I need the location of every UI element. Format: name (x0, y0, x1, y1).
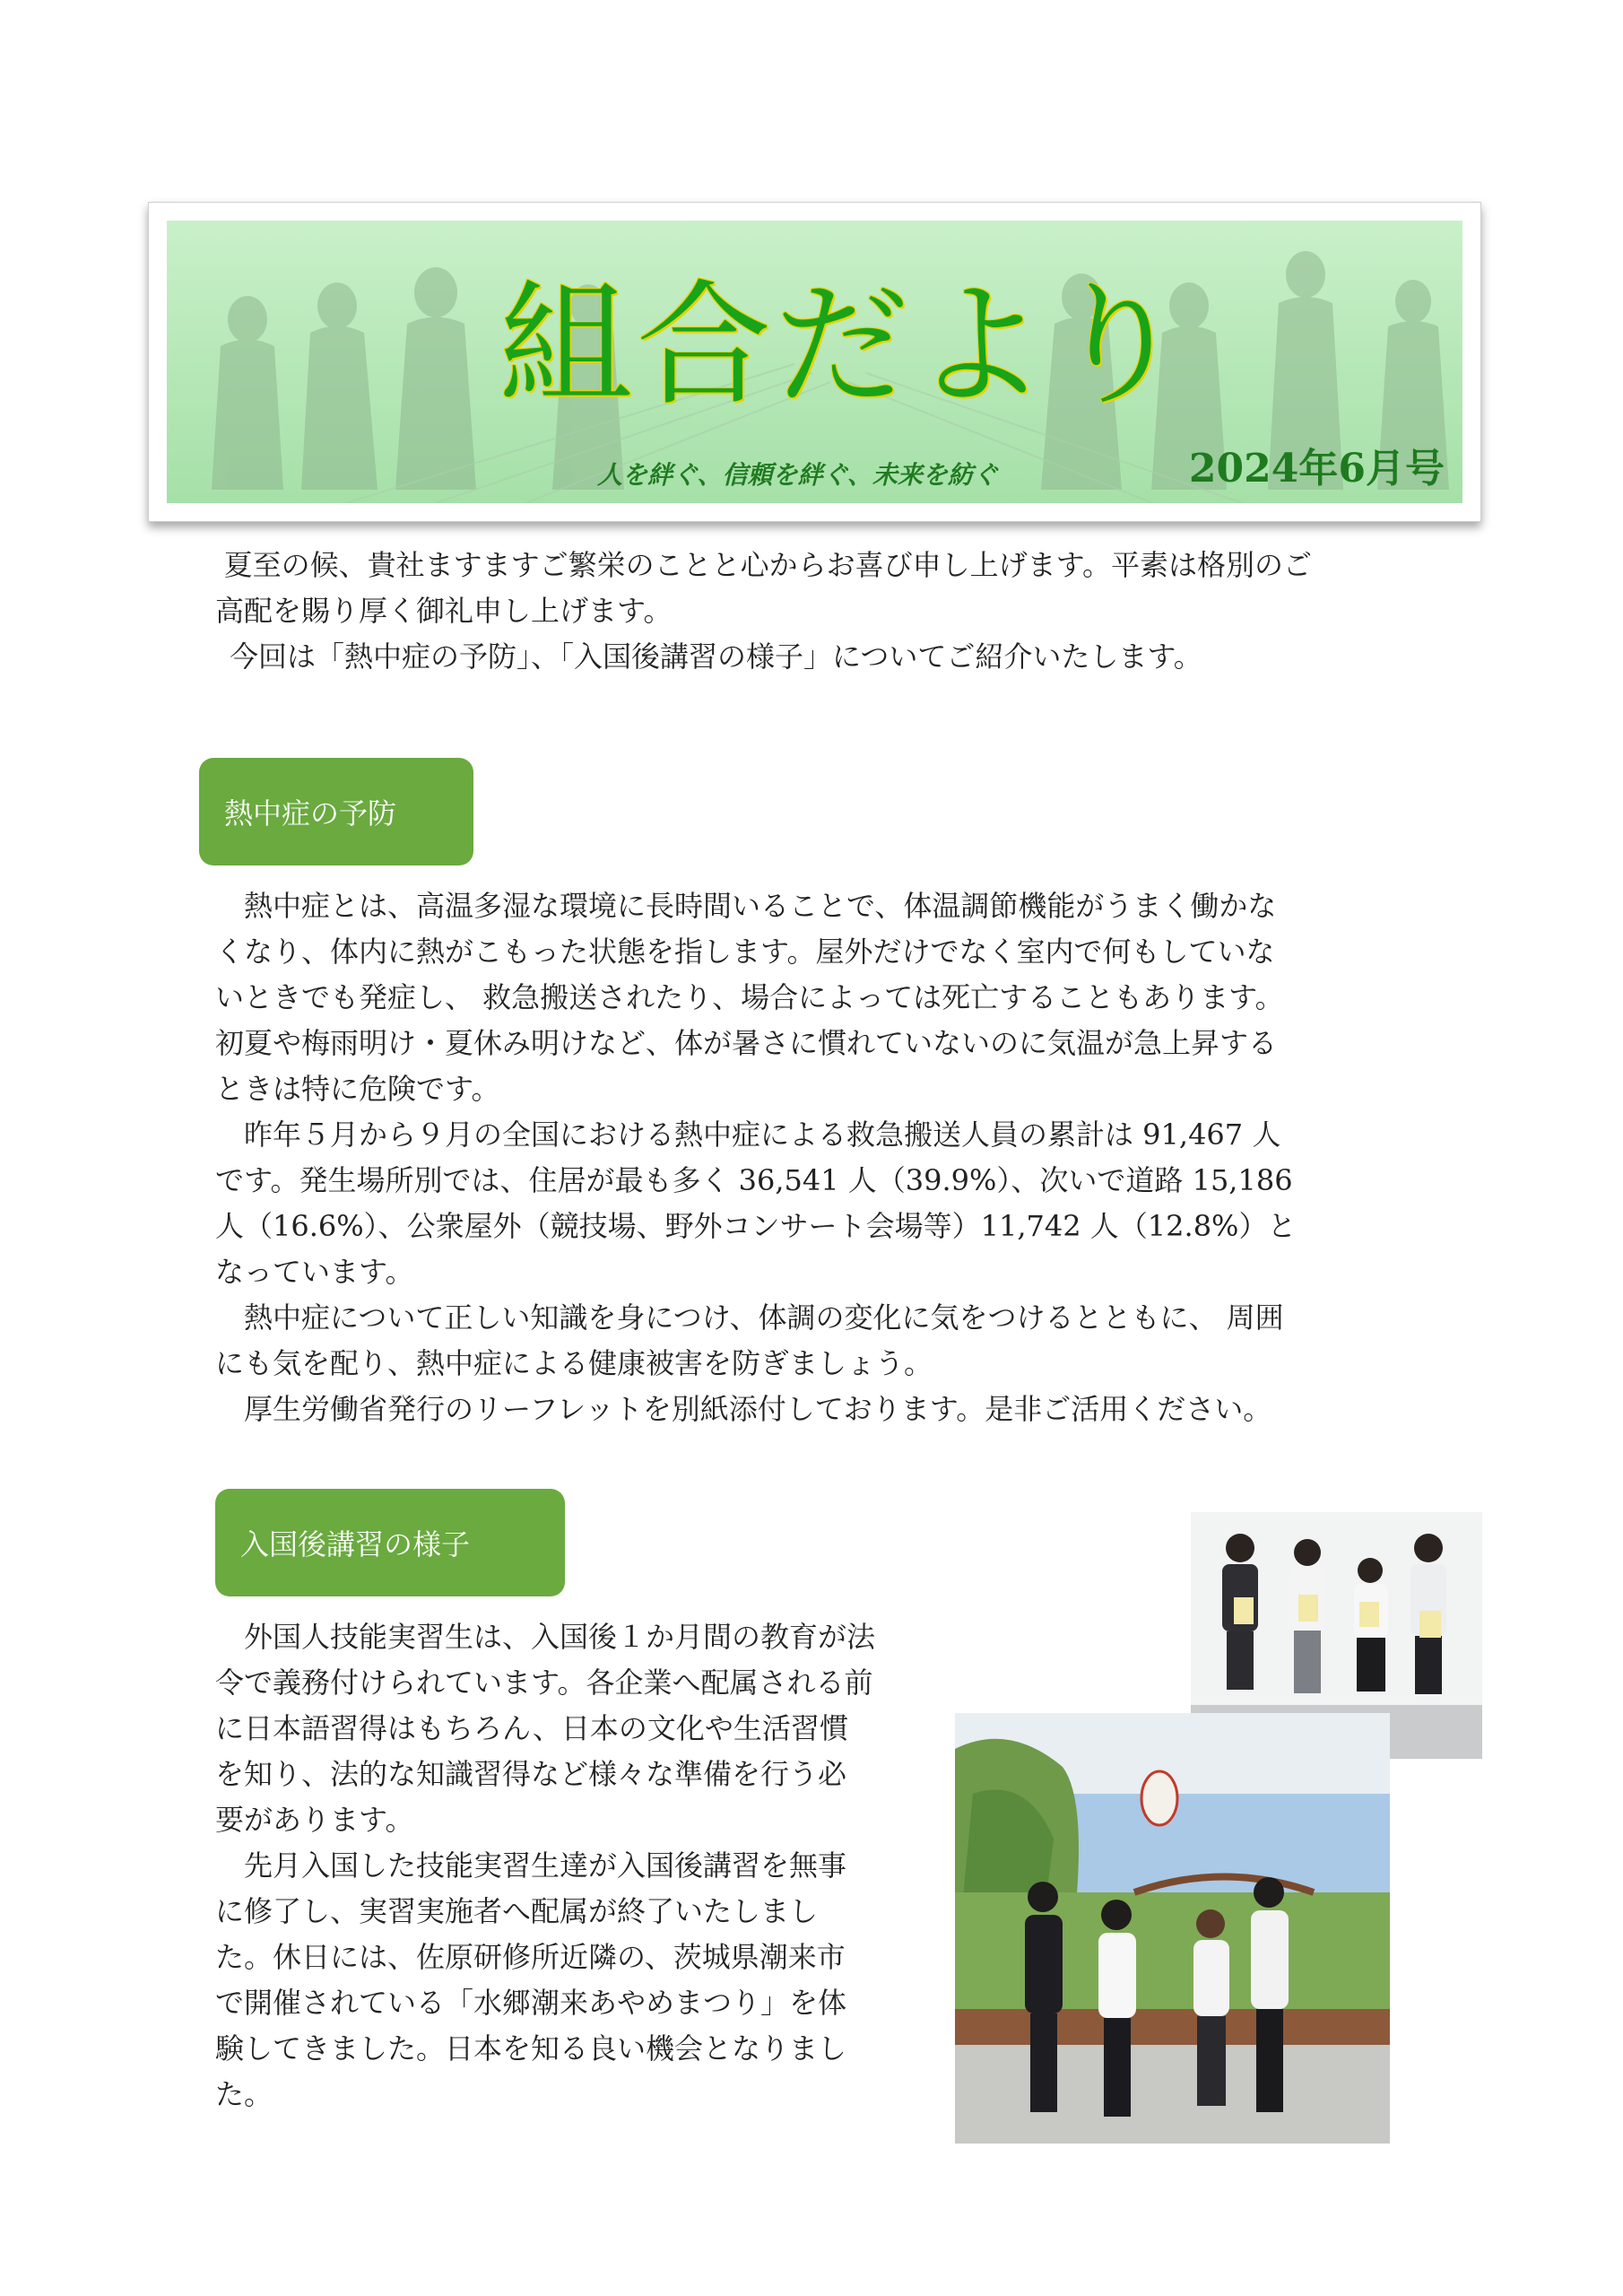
body-line: に修了し、実習実施者へ配属が終了いたしまし (215, 1894, 819, 1928)
body-line: 要があります。 (215, 1803, 414, 1837)
body-line: いときでも発症し、 救急搬送されたり、場合によっては死亡することもあります。 (215, 980, 1284, 1014)
body-line: なっています。 (215, 1255, 414, 1289)
header-banner (148, 202, 1481, 522)
body-line: た。 (215, 2077, 273, 2111)
body-line: くなり、体内に熱がこもった状態を指します。屋外だけでなく室内で何もしていな (215, 935, 1275, 969)
body-line: 昨年５月から９月の全国における熱中症による救急搬送人員の累計は 91,467 人 (244, 1118, 1281, 1152)
intro-line: 夏至の候、貴社ますますご繁栄のことと心からお喜び申し上げます。平素は格別のご (223, 548, 1313, 582)
body-line: です。発生場所別では、住居が最も多く 36,541 人（39.9%）、次いで道路 15,186 (215, 1163, 1293, 1197)
body-line: 先月入国した技能実習生達が入国後講習を無事 (244, 1848, 847, 1883)
intro-paragraph (215, 543, 1471, 680)
body-line: 初夏や梅雨明け・夏休み明けなど、体が暑さに慣れていないのに気温が急上昇する (215, 1026, 1278, 1060)
banner-background (167, 221, 1462, 503)
body-line: を知り、法的な知識習得など様々な準備を行う必 (215, 1757, 847, 1791)
heatstroke-body (215, 883, 1421, 1432)
body-line: 厚生労働省発行のリーフレットを別紙添付しております。是非ご活用ください。 (244, 1392, 1272, 1426)
section-heading-heatstroke: 熱中症の予防 (199, 758, 473, 865)
issue-date: 2024年6月号 (1188, 446, 1445, 491)
body-line: 令で義務付けられています。各企業へ配属される前 (215, 1665, 873, 1700)
body-line: ときは特に危険です。 (215, 1072, 500, 1106)
festival-photo-icon (955, 1713, 1390, 2144)
body-line: 外国人技能実習生は、入国後１か月間の教育が法 (244, 1620, 876, 1654)
body-line: 験してきました。日本を知る良い機会となりまし (215, 2031, 847, 2066)
photo-iris-festival-outing (955, 1713, 1390, 2144)
body-line: 熱中症について正しい知識を身につけ、体調の変化に気をつけるとともに、 周囲 (244, 1300, 1284, 1335)
training-body (215, 1614, 959, 2118)
section-heading-training: 入国後講習の様子 (215, 1489, 565, 1596)
body-line: で開催されている「水郷潮来あやめまつり」を体 (215, 1986, 847, 2020)
body-line: た。休日には、佐原研修所近隣の、茨城県潮来市 (215, 1940, 846, 1974)
body-line: に日本語習得はもちろん、日本の文化や生活習慣 (215, 1711, 848, 1745)
newsletter-title: 組合だより (499, 268, 1190, 424)
intro-line: 今回は「熱中症の予防」、「入国後講習の様子」についてご紹介いたします。 (230, 639, 1202, 674)
body-line: 熱中症とは、高温多湿な環境に長時間いることで、体温調節機能がうまく働かな (244, 889, 1277, 923)
body-line: にも気を配り、熱中症による健康被害を防ぎましょう。 (215, 1346, 933, 1380)
intro-line: 高配を賜り厚く御礼申し上げます。 (215, 594, 673, 628)
newsletter-tagline: 人を絆ぐ、信頼を絆ぐ、未来を紡ぐ (597, 460, 998, 490)
body-line: 人（16.6%）、公衆屋外（競技場、野外コンサート会場等）11,742 人（12.8%）と (215, 1209, 1297, 1243)
